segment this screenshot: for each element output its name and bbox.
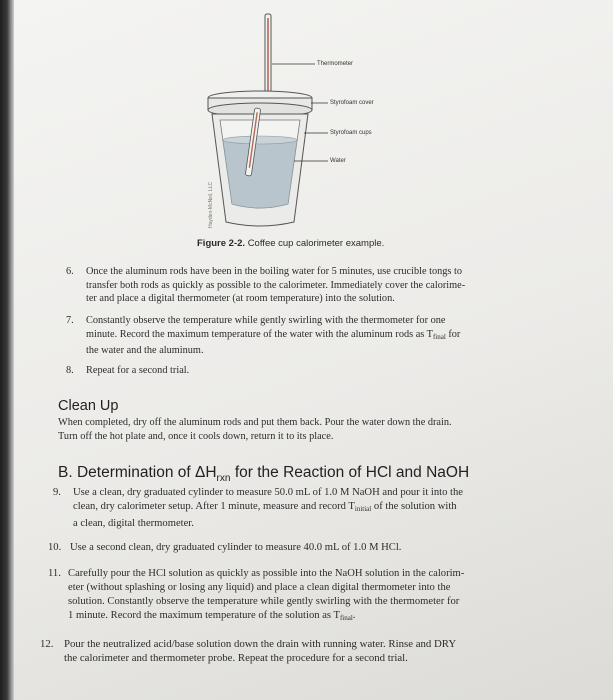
step-line-text: 1 minute. Record the maximum temperature of the solution as T xyxy=(68,610,340,621)
step-line: the water and the aluminum. xyxy=(86,345,204,357)
cleanup-line: Turn off the hot plate and, once it cools down, return it to its place. xyxy=(58,430,334,442)
step-line xyxy=(86,328,556,345)
step-line-tail: for xyxy=(445,328,461,340)
coffee-cup-calorimeter-figure xyxy=(190,8,430,230)
step-number: 6. xyxy=(66,266,74,277)
step-line: Use a clean, dry graduated cylinder to measure 50.0 mL of 1.0 M NaOH and pour it into the xyxy=(73,487,463,498)
step-line: Pour the neutralized acid/base solution down the drain with running water. Rinse and DRY xyxy=(64,638,457,650)
section-b-heading-sub: rxn xyxy=(216,473,231,485)
step-number: 7. xyxy=(66,315,74,326)
thermometer-label: Thermometer xyxy=(317,61,354,67)
figure-caption xyxy=(197,238,384,249)
step-number: 12. xyxy=(40,638,54,650)
cover-label: Styrofoam cover xyxy=(330,100,374,106)
step-line: the calorimeter and thermometer probe. Repeat the procedure for a second trial. xyxy=(64,652,408,665)
cleanup-heading: Clean Up xyxy=(58,398,119,414)
step-line: Carefully pour the HCl solution as quickly as possible into the NaOH solution in the calorim- xyxy=(68,568,465,579)
figure-credit: Hayden-McNeil, LLC xyxy=(208,181,214,228)
section-b-heading xyxy=(58,464,469,484)
section-b-heading-post: for the Reaction of HCl and NaOH xyxy=(230,464,470,481)
step-number: 9. xyxy=(53,487,61,498)
cups-label: Styrofoam cups xyxy=(330,130,372,136)
step-line-tail: . xyxy=(352,610,356,621)
step-line: ter and place a digital thermometer (at room temperature) into the solution. xyxy=(86,293,395,305)
temperature-subscript: final xyxy=(339,614,353,622)
step-line: eter (without splashing or losing any liquid) and place a clean digital thermometer into the xyxy=(68,582,451,593)
step-line-text: clean, dry calorimeter setup. After 1 minute, measure and record T xyxy=(73,500,355,512)
cleanup-line: When completed, dry off the aluminum rods and put them back. Pour the water down the drain. xyxy=(58,417,452,428)
cleanup-paragraph xyxy=(58,416,558,443)
section-b-heading-pre: B. Determination of ΔH xyxy=(58,464,217,481)
figure-caption-number: Figure 2-2. xyxy=(197,238,246,249)
water-label: Water xyxy=(330,158,346,164)
step-number: 8. xyxy=(66,365,74,376)
book-binding-edge xyxy=(0,0,14,700)
step-line: a clean, digital thermometer. xyxy=(73,517,194,529)
step-line: solution. Constantly observe the temperature while gently swirling with the thermometer for xyxy=(68,596,460,607)
step-line: Once the aluminum rods have been in the boiling water for 5 minutes, use crucible tongs to xyxy=(86,266,463,277)
step-line xyxy=(68,609,568,625)
figure-caption-text: Coffee cup calorimeter example. xyxy=(247,238,385,249)
step-line-text: minute. Record the maximum temperature of the water with the aluminum rods as T xyxy=(86,328,433,340)
step-line-tail: of the solution with xyxy=(371,500,457,512)
calorimeter-illustration xyxy=(190,8,430,230)
step-line xyxy=(73,500,563,517)
temperature-subscript: initial xyxy=(354,504,372,513)
step-line: Repeat for a second trial. xyxy=(86,365,190,376)
step-number: 11. xyxy=(48,568,61,579)
step-number: 10. xyxy=(48,542,62,553)
temperature-subscript: final xyxy=(432,332,446,341)
step-line: transfer both rods as quickly as possible to the calorimeter. Immediately cover the calorime- xyxy=(86,279,466,291)
step-line: Use a second clean, dry graduated cylinder to measure 40.0 mL of 1.0 M HCl. xyxy=(70,542,402,553)
step-line: Constantly observe the temperature while gently swirling with the thermometer for one xyxy=(86,315,446,326)
